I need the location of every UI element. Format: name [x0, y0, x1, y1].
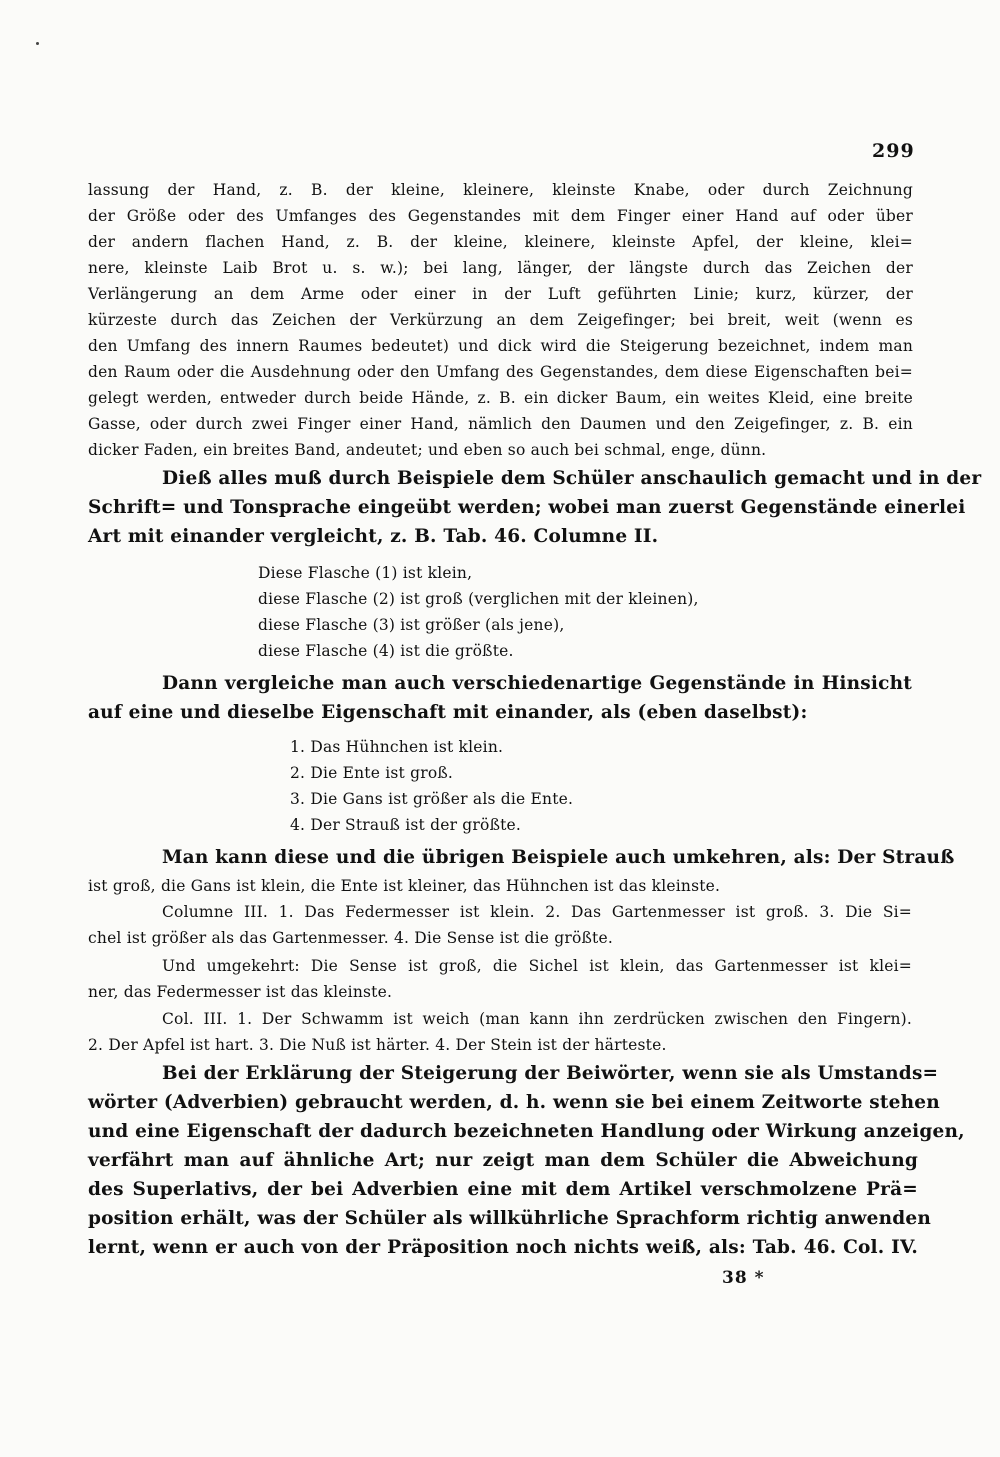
- text-line: Dieß alles muß durch Beispiele dem Schüler anschaulich gemacht und in der: [162, 468, 982, 489]
- text-line: verfährt man auf ähnliche Art; nur zeigt man dem Schüler die Abweichung: [88, 1150, 918, 1171]
- text-line: wörter (Adverbien) gebraucht werden, d. h. wenn sie bei einem Zeitworte stehen: [88, 1092, 940, 1113]
- text-line: Columne III. 1. Das Federmesser ist klein. 2. Das Gartenmesser ist groß. 3. Die Si=: [162, 903, 912, 921]
- text-line: des Superlativs, der bei Adverbien eine mit dem Artikel verschmolzene Prä=: [88, 1179, 918, 1200]
- print-speck: [36, 42, 39, 45]
- text-line: den Raum oder die Ausdehnung oder den Umfang des Gegenstandes, dem diese Eigenschaften bei=: [88, 363, 913, 381]
- text-line: Dann vergleiche man auch verschiedenartige Gegenstände in Hinsicht: [162, 673, 912, 694]
- text-line: den Umfang des innern Raumes bedeutet) und dick wird die Steigerung bezeichnet, indem man: [88, 337, 913, 355]
- text-line: Und umgekehrt: Die Sense ist groß, die Sichel ist klein, das Gartenmesser ist klei=: [162, 957, 912, 975]
- text-line: der Größe oder des Umfanges des Gegenstandes mit dem Finger einer Hand auf oder über: [88, 207, 913, 225]
- text-line: Col. III. 1. Der Schwamm ist weich (man kann ihn zerdrücken zwischen den Fingern).: [162, 1010, 912, 1028]
- list-item: 4. Der Strauß ist der größte.: [290, 816, 522, 834]
- example-line: diese Flasche (2) ist groß (verglichen mit der kleinen),: [258, 590, 699, 608]
- text-line: und eine Eigenschaft der dadurch bezeichneten Handlung oder Wirkung anzeigen,: [88, 1121, 965, 1142]
- text-line: auf eine und dieselbe Eigenschaft mit einander, als (eben daselbst):: [88, 702, 808, 723]
- text-line: lassung der Hand, z. B. der kleine, kleinere, kleinste Knabe, oder durch Zeichnung: [88, 181, 913, 199]
- text-line: ner, das Federmesser ist das kleinste.: [88, 983, 393, 1001]
- text-line: kürzeste durch das Zeichen der Verkürzung an dem Zeigefinger; bei breit, weit (wenn es: [88, 311, 913, 329]
- text-line: Gasse, oder durch zwei Finger einer Hand, nämlich den Daumen und den Zeigefinger, z. B. ein: [88, 415, 913, 433]
- signature-mark: 38 *: [722, 1268, 765, 1288]
- text-line: chel ist größer als das Gartenmesser. 4. Die Sense ist die größte.: [88, 929, 613, 947]
- text-line: position erhält, was der Schüler als willkührliche Sprachform richtig anwenden: [88, 1208, 932, 1229]
- text-line: der andern flachen Hand, z. B. der kleine, kleinere, kleinste Apfel, der kleine, klei=: [88, 233, 913, 251]
- text-line: nere, kleinste Laib Brot u. s. w.); bei lang, länger, der längste durch das Zeichen der: [88, 259, 913, 277]
- text-line: Verlängerung an dem Arme oder einer in der Luft geführten Linie; kurz, kürzer, der: [88, 285, 913, 303]
- page-number: 299: [872, 140, 915, 162]
- example-line: diese Flasche (3) ist größer (als jene),: [258, 616, 565, 634]
- list-item: 1. Das Hühnchen ist klein.: [290, 738, 504, 756]
- text-line: lernt, wenn er auch von der Präposition noch nichts weiß, als: Tab. 46. Col. IV.: [88, 1237, 918, 1258]
- list-item: 2. Die Ente ist groß.: [290, 764, 454, 782]
- text-line: Bei der Erklärung der Steigerung der Beiwörter, wenn sie als Umstands=: [162, 1063, 939, 1084]
- text-line: gelegt werden, entweder durch beide Hände, z. B. ein dicker Baum, ein weites Kleid, eine breite: [88, 389, 913, 407]
- text-line: Man kann diese und die übrigen Beispiele auch umkehren, als: Der Strauß: [162, 847, 955, 868]
- text-line: Schrift= und Tonsprache eingeübt werden; wobei man zuerst Gegenstände einerlei: [88, 497, 966, 518]
- example-line: Diese Flasche (1) ist klein,: [258, 564, 473, 582]
- text-line: ist groß, die Gans ist klein, die Ente ist kleiner, das Hühnchen ist das kleinste.: [88, 877, 721, 895]
- text-line: Art mit einander vergleicht, z. B. Tab. 46. Columne II.: [88, 526, 659, 547]
- text-line: dicker Faden, ein breites Band, andeutet; und eben so auch bei schmal, enge, dünn.: [88, 441, 767, 459]
- example-line: diese Flasche (4) ist die größte.: [258, 642, 514, 660]
- text-line: 2. Der Apfel ist hart. 3. Die Nuß ist härter. 4. Der Stein ist der härteste.: [88, 1036, 667, 1054]
- list-item: 3. Die Gans ist größer als die Ente.: [290, 790, 574, 808]
